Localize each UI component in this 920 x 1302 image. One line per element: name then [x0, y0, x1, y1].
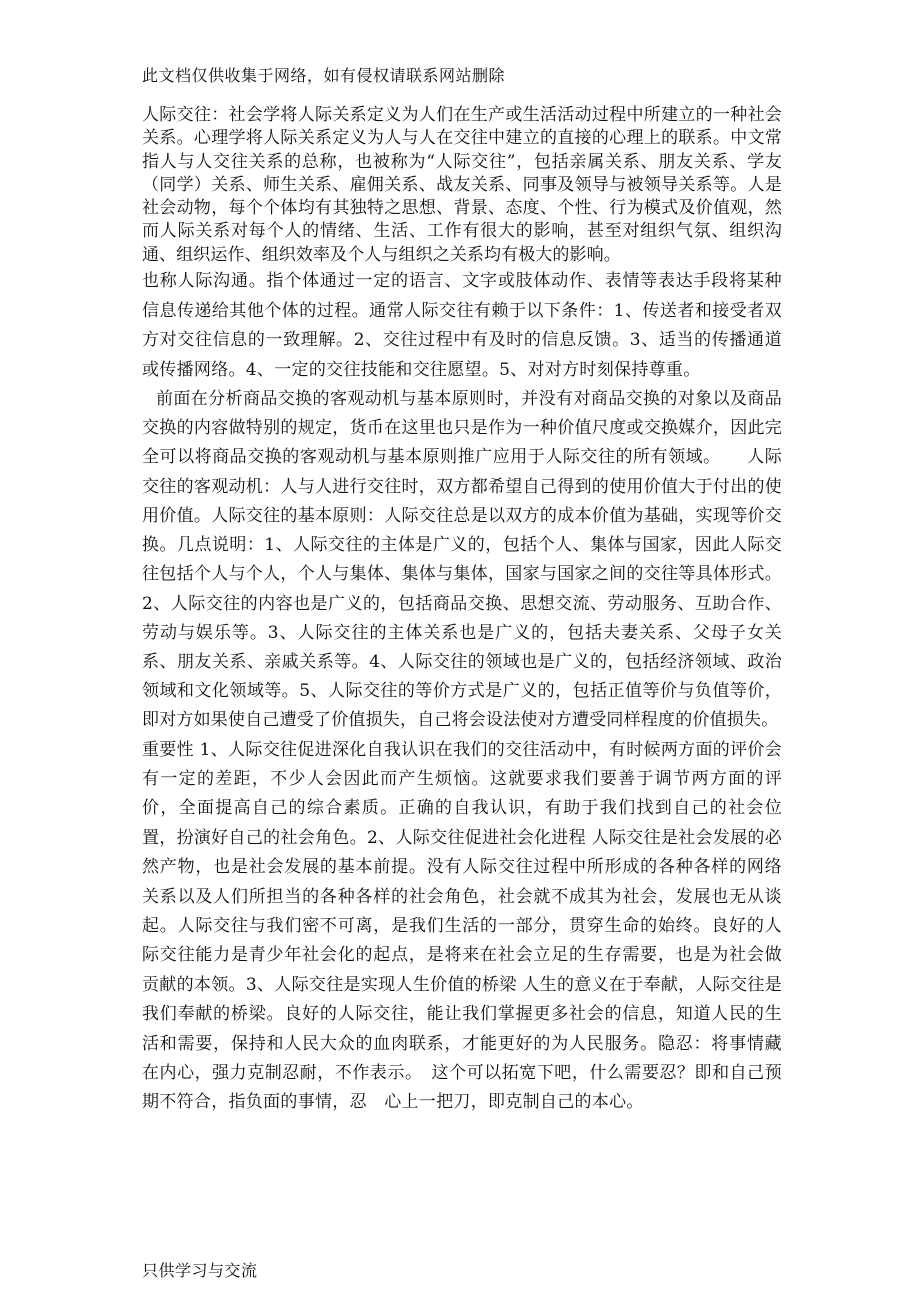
document-body — [142, 104, 782, 1118]
paragraph-importance: 重要性 1、人际交往促进深化自我认识在我们的交往活动中，有时候两方面的评价会有一定的差距，不少人会因此而产生烦恼。这就要求我们要善于调节两方面的评价，全面提高自己的综合素质。正确的自我认识，有助于我们找到自己的社会位置，扮演好自己的社会角色。2、人际交往促进社会化进程 人际交往是社会发展的必然产物，也是社会发展的基本前提。没有人际交往过程中所形成的各种各样的网络关系以及人们所担当的各种各样的社会角色，社会就不成其为社会，发展也无从谈起。人际交往与我们密不可离，是我们生活的一部分，贯穿生命的始终。良好的人际交往能力是青少年社会化的起点，是将来在社会立足的生存需要，也是为社会做贡献的本领。3、人际交往是实现人生价值的桥梁 人生的意义在于奉献，人际交往是我们奉献的桥梁。良好的人际交往，能让我们掌握更多社会的信息，知道人民的生活和需要，保持和人民大众的血肉联系，才能更好的为人民服务。隐忍：将事情藏在内心，强力克制忍耐，不作表示。 这个可以拓宽下吧，什么需要忍？即和自己预期不符合，指负面的事情，忍 心上一把刀，即克制自己的本心。 — [142, 739, 782, 1113]
page-header: 此文档仅供收集于网络，如有侵权请联系网站删除 — [142, 66, 506, 85]
paragraph-exchange-principles: 前面在分析商品交换的客观动机与基本原则时，并没有对商品交换的对象以及商品交换的内容做特别的规定，货币在这里也只是作为一种价值尺度或交换媒介，因此完全可以将商品交换的客观动机与基本原则推广应用于人际交往的所有领域。 人际交往的客观动机：人与人进行交往时，双方都希望自己得到的使用价值大于付出的使用价值。人际交往的基本原则：人际交往总是以双方的成本价值为基础，实现等价交换。几点说明：1、人际交往的主体是广义的，包括个人、集体与国家，因此人际交往包括个人与个人，个人与集体、集体与集体，国家与国家之间的交往等具体形式。2、人际交往的内容也是广义的，包括商品交换、思想交流、劳动服务、互助合作、劳动与娱乐等。3、人际交往的主体关系也是广义的，包括夫妻关系、父母子女关系、朋友关系、亲戚关系等。4、人际交往的领域也是广义的，包括经济领域、政治领域和文化领域等。5、人际交往的等价方式是广义的，包括正值等价与负值等价，即对方如果使自己遭受了价值损失，自己将会设法使对方遭受同样程度的价值损失。 — [142, 389, 782, 731]
paragraph-communication: 也称人际沟通。指个体通过一定的语言、文字或肢体动作、表情等表达手段将某种信息传递给其他个体的过程。通常人际交往有赖于以下条件：1、传送者和接受者双方对交往信息的一致理解。2、交往过程中有及时的信息反馈。3、适当的传播通道或传播网络。4、一定的交往技能和交往愿望。5、对对方时刻保持尊重。 — [142, 271, 782, 380]
page-footer: 只供学习与交流 — [142, 1261, 258, 1280]
paragraph-definition: 人际交往：社会学将人际关系定义为人们在生产或生活活动过程中所建立的一种社会关系。心理学将人际关系定义为人与人在交往中建立的直接的心理上的联系。中文常指人与人交往关系的总称，也被称为“人际交往”，包括亲属关系、朋友关系、学友（同学）关系、师生关系、雇佣关系、战友关系、同事及领导与被领导关系等。人是社会动物，每个个体均有其独特之思想、背景、态度、个性、行为模式及价值观，然而人际关系对每个人的情绪、生活、工作有很大的影响，甚至对组织气氛、组织沟通、组织运作、组织效率及个人与组织之关系均有极大的影响。 — [142, 105, 782, 265]
